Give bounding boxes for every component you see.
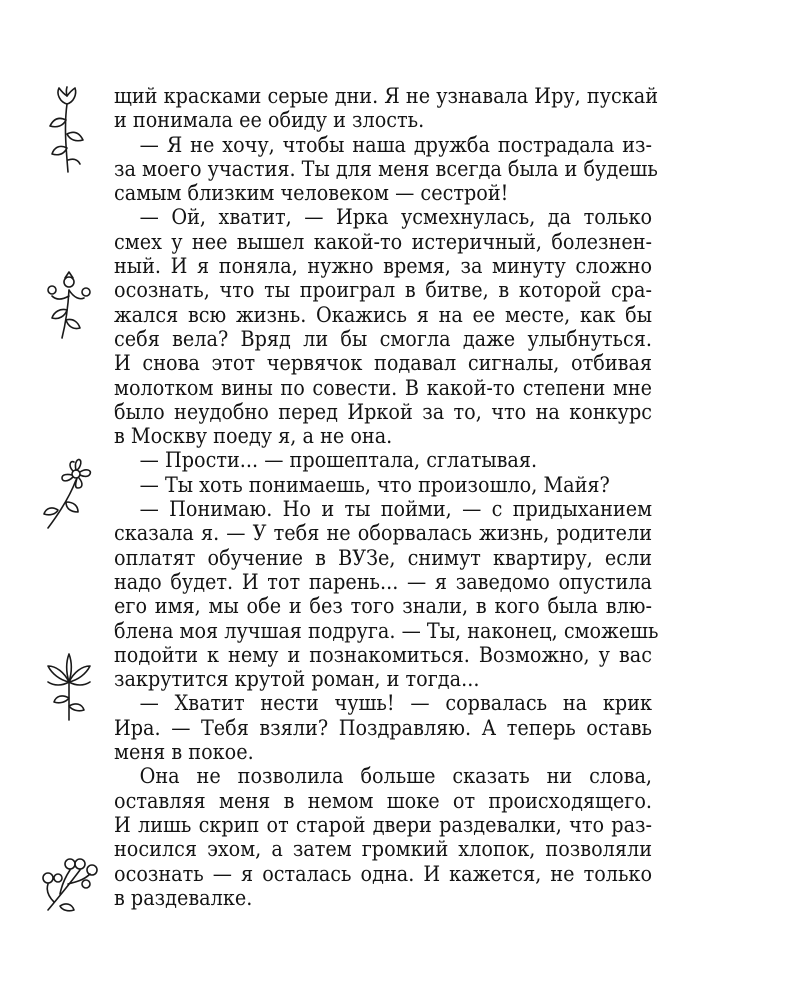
text-line: осознать — я осталась одна. И кажется, не только bbox=[114, 861, 653, 886]
text-line: молотком вины по совести. В какой-то степени мне bbox=[114, 375, 653, 400]
text-line: меня в покое. bbox=[114, 740, 254, 765]
body-text bbox=[114, 84, 659, 910]
text-line: осознать, что ты проиграл в битве, в которой сра- bbox=[114, 278, 653, 303]
text-line: — Ой, хватит, — Ирка усмехнулась, да только bbox=[139, 205, 653, 230]
text-line: ный. И я поняла, нужно время, за минуту сложно bbox=[114, 254, 653, 279]
text-line: в раздевалке. bbox=[114, 885, 253, 910]
text-line: закрутится крутой роман, и тогда... bbox=[114, 667, 480, 692]
text-line: И снова этот червячок подавал сигналы, отбивая bbox=[114, 351, 653, 376]
text-line: оставляя меня в немом шоке от происходящего. bbox=[114, 788, 653, 813]
text-line: и понимала ее обиду и злость. bbox=[114, 108, 425, 133]
text-line: Ира. — Тебя взяли? Поздравляю. А теперь оставь bbox=[114, 715, 653, 740]
text-line: за моего участия. Ты для меня всегда была и будешь bbox=[114, 156, 658, 181]
text-line: — Ты хоть понимаешь, что произошло, Майя? bbox=[139, 472, 610, 497]
text-line: оплатят обучение в ВУЗе, снимут квартиру, если bbox=[114, 545, 653, 570]
daisy-flower-icon bbox=[42, 458, 94, 530]
text-line: И лишь скрип от старой двери раздевалки, что раз- bbox=[114, 812, 653, 837]
text-line: Она не позволила больше сказать ни слова, bbox=[139, 764, 653, 789]
text-line: — Я не хочу, чтобы наша дружба пострадала из- bbox=[139, 132, 653, 157]
text-line: было неудобно перед Иркой за то, что на конкурс bbox=[114, 399, 653, 424]
text-line: смех у нее вышел какой-то истеричный, болезнен- bbox=[114, 229, 653, 254]
text-line: надо будет. И тот парень... — я заведомо опустила bbox=[114, 569, 653, 594]
tulip-sprig-icon bbox=[44, 86, 90, 174]
text-line: блена моя лучшая подруга. — Ты, наконец, сможешь bbox=[114, 618, 659, 643]
lily-flower-icon bbox=[44, 652, 94, 722]
text-line: — Понимаю. Но и ты пойми, — с придыханием bbox=[139, 497, 653, 522]
text-line: щий красками серые дни. Я не узнавала Иру, пускай bbox=[114, 84, 659, 108]
wildflower-sprig-icon bbox=[44, 270, 94, 340]
text-line: — Прости... — прошептала, сглатывая. bbox=[139, 448, 538, 473]
text-line: подойти к нему и познакомиться. Возможно, у вас bbox=[114, 642, 653, 667]
text-line: сказала я. — У тебя не оборвалась жизнь, родители bbox=[114, 521, 653, 546]
text-line: — Хватит нести чушь! — сорвалась на крик bbox=[139, 691, 653, 716]
text-line: себя вела? Вряд ли бы смогла даже улыбнуться. bbox=[114, 326, 653, 351]
text-line: в Москву поеду я, а не она. bbox=[114, 424, 393, 449]
text-line: жался всю жизнь. Окажись я на ее месте, как бы bbox=[114, 302, 653, 327]
berry-branch-icon bbox=[40, 850, 98, 914]
text-line: носился эхом, а затем громкий хлопок, позволяли bbox=[114, 837, 653, 862]
text-line: его имя, мы обе и без того знали, в кого была влю- bbox=[114, 594, 653, 619]
text-line: самым близким человеком — сестрой! bbox=[114, 181, 509, 206]
